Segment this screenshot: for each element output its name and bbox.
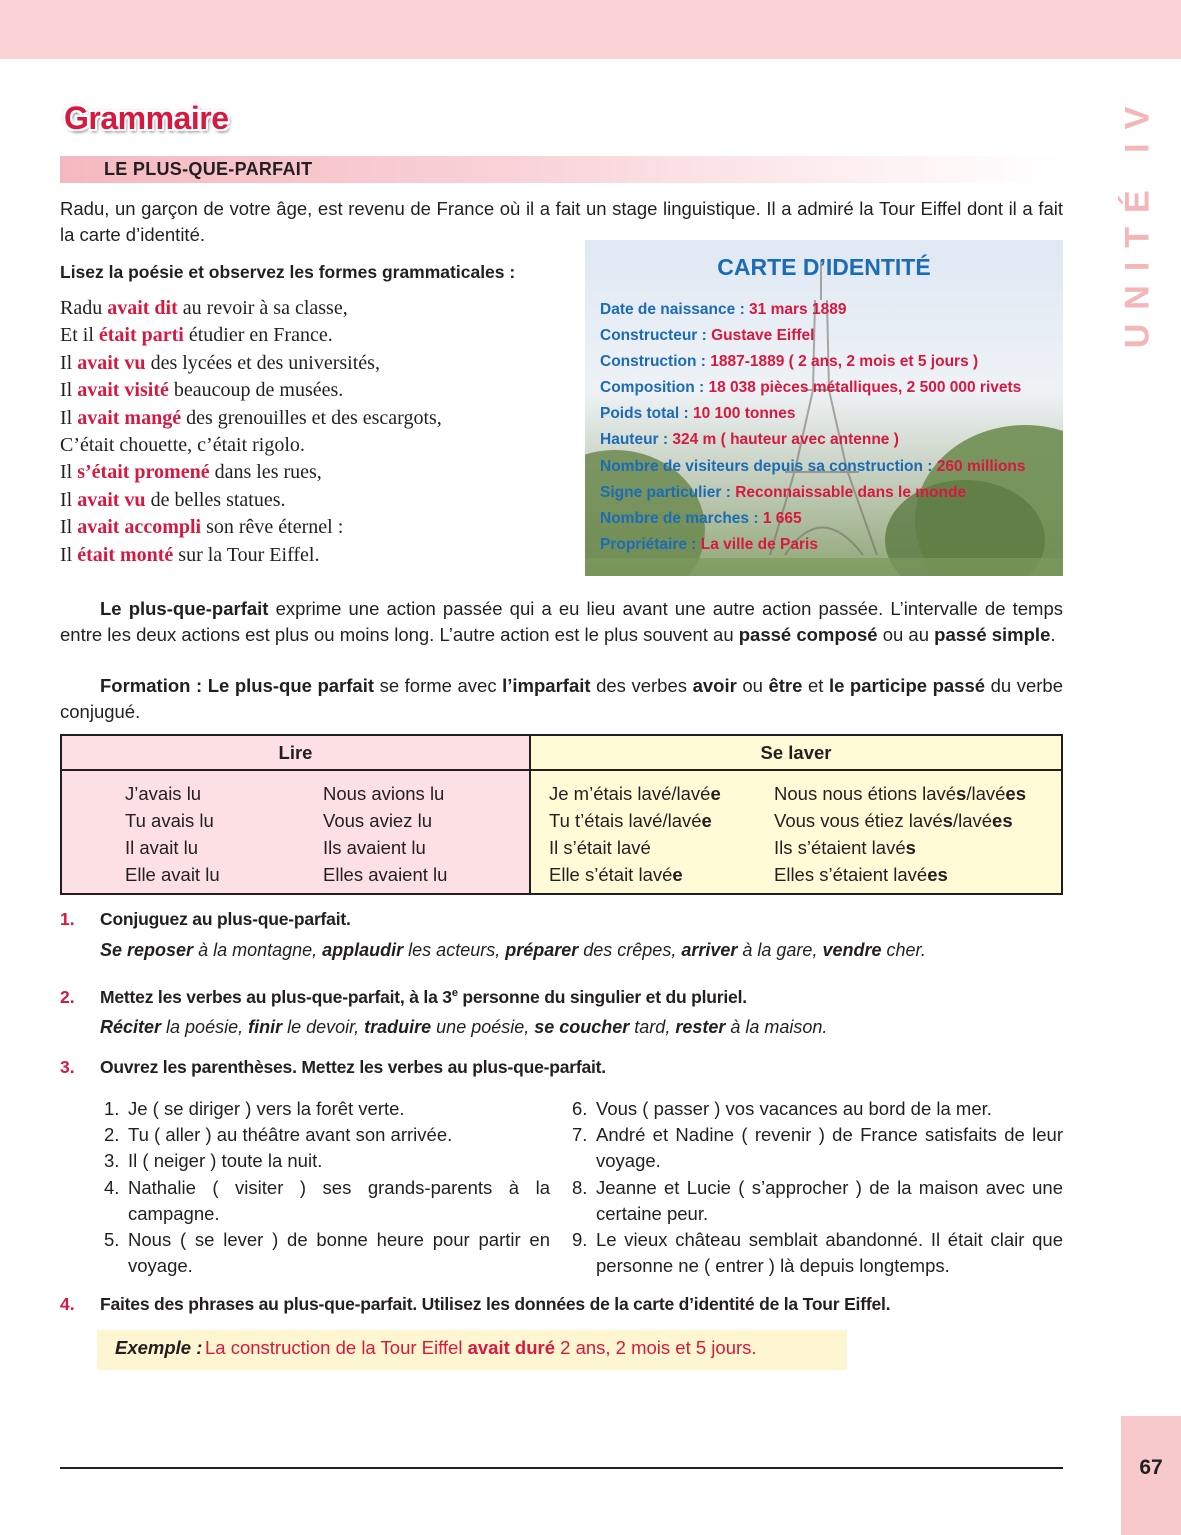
card-row (600, 532, 1026, 558)
card-row-label: Date de naissance : (600, 301, 750, 318)
form-base: /lavé (966, 783, 1006, 804)
item-number: 3. (104, 1150, 120, 1172)
top-band (0, 0, 1181, 59)
conjugation-form: Nous avions lu (323, 783, 445, 804)
card-row-value: La ville de Paris (700, 535, 818, 553)
poem-text: dans les rues, (209, 461, 322, 484)
item-number: 8. (572, 1176, 588, 1198)
poem-verb: avait mangé (77, 406, 182, 429)
item-text: Le vieux château semblait abandonné. Il était clair que personne ne ( entrer ) là depuis longtemps. (596, 1229, 1063, 1277)
poem-text: étudier en France. (183, 324, 333, 347)
poem-text: son rêve éternel : (201, 516, 344, 539)
form-ending: es (992, 810, 1013, 831)
poem-text: Il (60, 379, 78, 402)
card-row (600, 323, 1026, 349)
poem-text: de belles statues. (145, 488, 286, 511)
item-text: Tu ( aller ) au théâtre avant son arrivée. (128, 1124, 453, 1146)
exercise-text: à la gare, (737, 940, 823, 960)
poem-line (60, 377, 580, 404)
card-row-label: Signe particulier : (600, 483, 736, 501)
conjugation-form (549, 780, 721, 807)
conjugation-form (549, 861, 721, 888)
exercise-verb: se coucher (534, 1017, 630, 1037)
lire-plural (323, 780, 447, 888)
form-base: /lavé (952, 810, 993, 831)
card-row-value: Reconnaissable dans le monde (735, 483, 967, 501)
exercise-3-item (104, 1122, 550, 1148)
formation-paragraph: Formation : Le plus-que parfait se forme avec l’imparfait des verbes avoir ou être et le participe passé du verbe conjugué. (60, 675, 1064, 722)
item-number: 4. (104, 1176, 120, 1198)
header-se-laver: Se laver (531, 736, 1061, 771)
poem-text: Il (60, 488, 78, 511)
card-row (600, 375, 1026, 401)
exercise-2-items (100, 1017, 827, 1038)
poem-text: Et il (60, 324, 99, 347)
poem-verb: avait visité (77, 379, 169, 402)
form-ending: e (710, 783, 721, 804)
poem-line (60, 295, 580, 322)
item-text: Nous ( se lever ) de bonne heure pour partir en voyage. (128, 1229, 550, 1277)
exercise-text: une poésie, (431, 1017, 535, 1037)
conjugation-form: Elles avaient lu (323, 864, 448, 885)
exercise-verb: traduire (364, 1017, 432, 1037)
poem-text: Il (60, 543, 78, 566)
poem-verb: avait dit (107, 297, 178, 319)
exercise-2-number: 2. (60, 987, 75, 1007)
form-base: Elles s’étaient lavé (774, 864, 928, 885)
poem-text: Il (60, 351, 78, 374)
poem-text: Il (60, 406, 78, 429)
conjugation-form (774, 861, 1026, 888)
item-text: Vous ( passer ) vos vacances au bord de la mer. (596, 1098, 992, 1119)
card-row-value: 1887-1889 ( 2 ans, 2 mois et 5 jours ) (710, 353, 979, 371)
form-base: Nous nous étions lavé (774, 783, 957, 804)
item-number: 6. (572, 1098, 588, 1119)
page-title: Grammaire (64, 100, 229, 136)
exercise-text: cher. (881, 940, 926, 960)
form-base: Je m’étais lavé/lavé (549, 783, 711, 804)
exercise-1-number: 1. (60, 909, 75, 929)
item-text: André et Nadine ( revenir ) de France satisfaits de leur voyage. (596, 1124, 1063, 1172)
exercise-3-list-right (572, 1096, 1063, 1279)
item-number: 2. (104, 1124, 120, 1146)
exercise-4-number: 4. (60, 1294, 75, 1314)
exercise-verb: rester (675, 1017, 726, 1037)
unit-label: UNITÉ IV (1118, 92, 1157, 348)
exercise-3-item (572, 1175, 1063, 1227)
card-row-label: Composition : (600, 379, 709, 397)
card-row (600, 480, 1026, 506)
form-base: Elle s’était lavé (549, 864, 673, 885)
poem-verb: avait vu (77, 488, 146, 511)
card-row (600, 427, 1026, 453)
poem (60, 295, 580, 569)
exercise-verb: applaudir (322, 940, 404, 960)
se-laver-plural (774, 780, 1026, 888)
form-base: Ils s’étaient lavé (774, 837, 906, 858)
exercise-text: des crêpes, (578, 940, 682, 960)
conjugation-form: J’avais lu (125, 783, 202, 804)
poem-text: des lycées et des universités, (145, 351, 380, 374)
poem-text: Il (60, 461, 78, 484)
card-row-label: Nombre de marches : (600, 509, 763, 527)
item-text: Nathalie ( visiter ) ses grands-parents à la campagne. (128, 1176, 550, 1224)
exercise-3-item (104, 1148, 550, 1174)
poem-line (60, 487, 580, 514)
poem-verb: avait vu (77, 351, 146, 374)
poem-line (60, 459, 580, 486)
page-number: 67 (1139, 1456, 1163, 1479)
conjugation-form (774, 807, 1026, 834)
exercise-verb: Réciter (100, 1017, 162, 1037)
form-base: Vous vous étiez lavé (774, 810, 943, 831)
item-text: Il ( neiger ) toute la nuit. (128, 1150, 323, 1172)
exercise-verb: arriver (681, 940, 738, 960)
card-title: CARTE D’IDENTITÉ (717, 254, 931, 280)
poem-text: sur la Tour Eiffel. (173, 543, 320, 566)
form-ending: s (905, 837, 916, 858)
poem-text: beaucoup de musées. (168, 379, 344, 402)
form-base: Il s’était lavé (549, 837, 651, 858)
footer-rule (60, 1467, 1063, 1469)
exercise-text: tard, (629, 1017, 676, 1037)
definition-paragraph: Le plus-que-parfait exprime une action passée qui a eu lieu avant une autre action passée. L’intervalle de temps entre les deux actions est plus ou moins long. L’autre action est le plus souvent au passé composé ou au passé simple. (60, 598, 1063, 645)
poem-line (60, 514, 580, 541)
item-text: Jeanne et Lucie ( s’approcher ) de la maison avec une certaine peur. (596, 1176, 1063, 1224)
exercise-3-item (572, 1227, 1063, 1279)
conjugation-form: Il avait lu (125, 837, 199, 858)
form-ending: s (942, 810, 953, 831)
card-row-value: 324 m ( hauteur avec antenne ) (672, 431, 899, 449)
exercise-verb: préparer (505, 940, 579, 960)
se-laver-singular (549, 780, 721, 888)
intro-text: Radu, un garçon de votre âge, est revenu de France où il a fait un stage linguistique. Il a admiré la Tour Eiffel dont il a fait la carte d’identité. (60, 198, 1063, 245)
form-ending: s (956, 783, 967, 804)
card-row-value: 18 038 pièces métalliques, 2 500 000 rivets (708, 379, 1022, 397)
exercise-3-item (104, 1096, 550, 1122)
header-lire: Lire (62, 736, 529, 771)
card-row (600, 297, 1026, 323)
lire-singular (125, 780, 220, 888)
card-row-value: 260 millions (936, 457, 1026, 475)
exercise-text: les acteurs, (403, 940, 506, 960)
section-title: LE PLUS-QUE-PARFAIT (104, 159, 313, 179)
exercise-text: à la maison. (725, 1017, 828, 1037)
exercise-text: le devoir, (282, 1017, 365, 1037)
poem-line (60, 350, 580, 377)
conjugation-form (774, 780, 1026, 807)
poem-line (60, 542, 580, 569)
poem-text: au revoir à sa classe, (177, 297, 348, 319)
card-row-value: 10 100 tonnes (693, 405, 796, 423)
card-row-label: Construction : (600, 353, 711, 371)
form-base: Tu t’étais lavé/lavé (549, 810, 702, 831)
column-se-laver (531, 736, 1061, 893)
poem-line (60, 432, 580, 459)
card-row-value: 1 665 (762, 509, 802, 527)
item-number: 7. (572, 1124, 588, 1146)
conjugation-table (60, 734, 1063, 895)
item-number: 9. (572, 1229, 588, 1251)
exercise-verb: finir (248, 1017, 283, 1037)
poem-text: des grenouilles et des escargots, (181, 406, 442, 429)
card-row (600, 401, 1026, 427)
card-row-label: Hauteur : (600, 431, 673, 449)
poem-verb: avait accompli (77, 516, 202, 539)
card-row (600, 454, 1026, 480)
identity-card (585, 240, 1063, 576)
exercise-1-items (100, 940, 926, 961)
exercise-3-item (572, 1096, 1063, 1122)
exercise-1-instruction: Conjuguez au plus-que-parfait. (100, 909, 351, 929)
poem-verb: était parti (98, 324, 184, 347)
card-row (600, 506, 1026, 532)
conjugation-form: Ils avaient lu (323, 837, 426, 858)
card-rows (600, 297, 1026, 558)
exercise-3-item (104, 1175, 550, 1227)
form-ending: e (701, 810, 712, 831)
exercise-3-list-left (104, 1096, 550, 1279)
example-sentence: La construction de la Tour Eiffel avait duré 2 ans, 2 mois et 5 jours. (205, 1337, 757, 1358)
card-row-value: 31 mars 1889 (749, 301, 847, 318)
exercise-text: à la montagne, (193, 940, 323, 960)
form-ending: es (927, 864, 948, 885)
item-number: 1. (104, 1098, 120, 1119)
conjugation-form (549, 834, 721, 861)
poem-text: C’était chouette, c’était rigolo. (60, 434, 305, 457)
card-row-label: Nombre de visiteurs depuis sa construction : (600, 457, 937, 475)
example-box (97, 1330, 847, 1370)
card-row-label: Propriétaire : (600, 535, 701, 553)
form-ending: e (672, 864, 683, 885)
exercise-text: la poésie, (161, 1017, 249, 1037)
exercise-3-instruction: Ouvrez les parenthèses. Mettez les verbes au plus-que-parfait. (100, 1057, 606, 1077)
poem-line (60, 322, 580, 349)
conjugation-form: Vous aviez lu (323, 810, 433, 831)
exercise-2-instruction: Mettez les verbes au plus-que-parfait, à la 3e personne du singulier et du pluriel. (100, 987, 747, 1007)
exercise-4-instruction: Faites des phrases au plus-que-parfait. Utilisez les données de la carte d’identité de la Tour Eiffel. (100, 1294, 891, 1314)
column-lire (62, 736, 531, 893)
section-header (60, 156, 1063, 183)
conjugation-form: Elle avait lu (125, 864, 220, 885)
card-row-value: Gustave Eiffel (711, 327, 815, 345)
poem-line (60, 405, 580, 432)
conjugation-form: Tu avais lu (125, 810, 214, 831)
poem-verb: était monté (77, 543, 174, 566)
poem-heading: Lisez la poésie et observez les formes grammaticales : (60, 262, 516, 282)
conjugation-form (774, 834, 1026, 861)
card-row-label: Poids total : (600, 405, 693, 423)
exercise-3-item (572, 1122, 1063, 1174)
card-row-label: Constructeur : (600, 327, 712, 345)
poem-text: Il (60, 516, 78, 539)
form-ending: es (1005, 783, 1026, 804)
example-label: Exemple : (115, 1337, 203, 1358)
exercise-verb: vendre (822, 940, 882, 960)
item-number: 5. (104, 1229, 120, 1251)
exercise-verb: Se reposer (100, 940, 194, 960)
poem-text: Radu (60, 297, 108, 319)
exercise-3-number: 3. (60, 1057, 75, 1077)
item-text: Je ( se diriger ) vers la forêt verte. (128, 1098, 405, 1119)
poem-verb: s’était promené (77, 461, 210, 484)
exercise-3-item (104, 1227, 550, 1279)
card-row (600, 349, 1026, 375)
conjugation-form (549, 807, 721, 834)
